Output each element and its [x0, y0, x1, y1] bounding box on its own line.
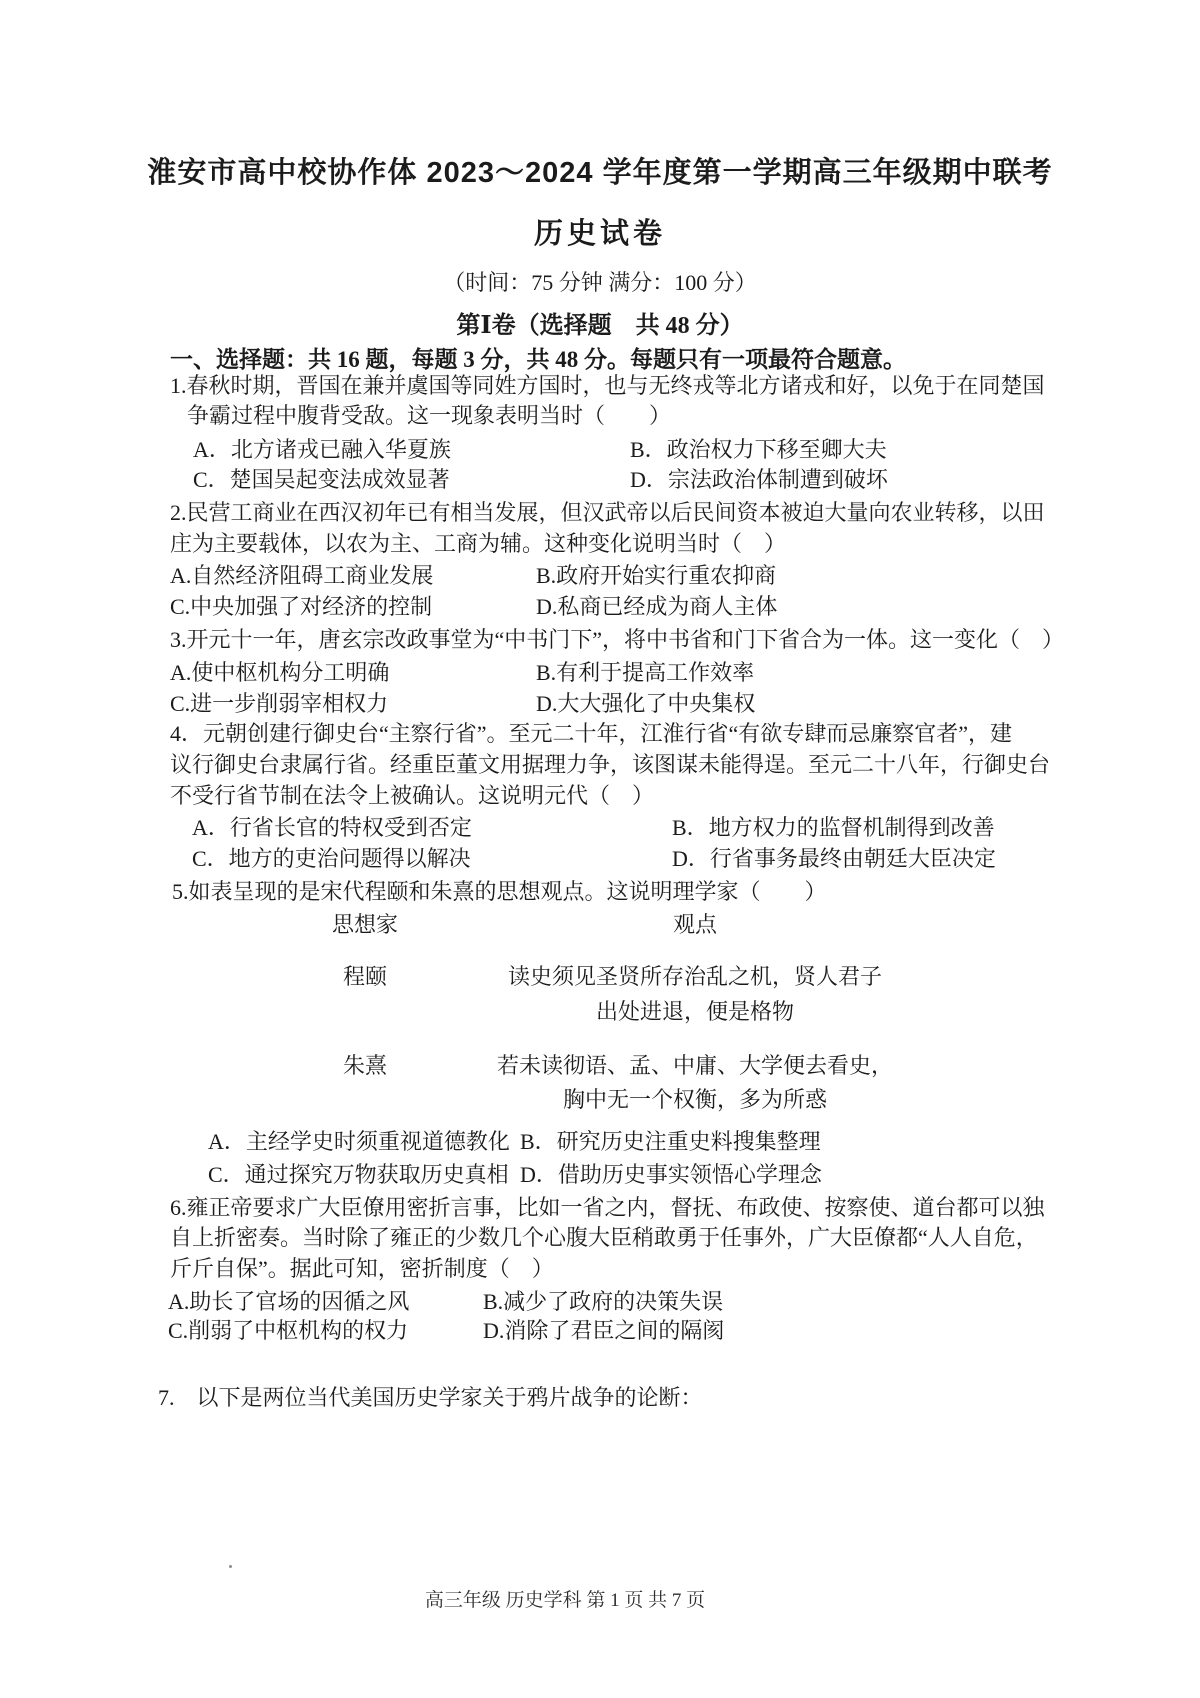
question-1-line-2: 争霸过程中腹背受敌。这一现象表明当时（ ）	[187, 403, 672, 428]
question-6-option-d: D.消除了君臣之间的隔阂	[483, 1318, 725, 1343]
question-1-option-c: C．楚国吴起变法成效显著	[193, 467, 450, 492]
table-header-thinker: 思想家	[331, 912, 398, 937]
question-2-option-a: A.自然经济阻碍工商业发展	[170, 563, 434, 588]
page-footer: 高三年级 历史学科 第 1 页 共 7 页	[424, 1590, 706, 1611]
question-2-option-b: B.政府开始实行重农抑商	[536, 563, 777, 588]
question-3-option-d: D.大大强化了中央集权	[536, 691, 756, 716]
question-6-option-b: B.减少了政府的决策失误	[483, 1289, 724, 1314]
question-5-option-c: C．通过探究万物获取历史真相	[208, 1162, 509, 1187]
question-5-option-b: B．研究历史注重史料搜集整理	[520, 1129, 821, 1154]
question-4-option-b: B．地方权力的监督机制得到改善	[672, 815, 995, 840]
question-4-line-2: 议行御史台隶属行省。经重臣董文用据理力争，该图谋未能得逞。至元二十八年，行御史台	[170, 752, 1051, 777]
table-row-2-thinker: 朱熹	[342, 1053, 387, 1078]
question-6-line-1: 6.雍正帝要求广大臣僚用密折言事，比如一省之内，督抚、布政使、按察使、道台都可以独	[170, 1195, 1045, 1220]
table-row-1-viewpoint-line-2: 出处进退，便是格物	[595, 999, 794, 1024]
question-4-option-a: A．行省长官的特权受到否定	[192, 815, 472, 840]
question-7-line-1: 7. 以下是两位当代美国历史学家关于鸦片战争的论断：	[158, 1385, 703, 1410]
table-row-1-thinker: 程颐	[342, 964, 387, 989]
table-row-2-viewpoint-line-2: 胸中无一个权衡，多为所惑	[562, 1087, 827, 1112]
question-4-line-1: 4．元朝创建行御史台“主察行省”。至元二十年，江淮行省“有欲专肆而忌廉察官者”，建	[170, 721, 1013, 746]
exam-subtitle: 历史试卷	[533, 218, 666, 250]
section-title: 第Ⅰ卷（选择题 共 48 分）	[456, 313, 744, 339]
table-row-2-viewpoint-line-1: 若未读彻语、孟、中庸、大学便去看史，	[496, 1053, 893, 1078]
question-6-option-c: C.削弱了中枢机构的权力	[168, 1318, 409, 1343]
question-5-option-d: D．借助历史事实领悟心学理念	[520, 1162, 822, 1187]
question-2-line-2: 庄为主要载体，以农为主、工商为辅。这种变化说明当时（ ）	[170, 531, 787, 556]
question-5-option-a: A．主经学史时须重视道德教化	[208, 1129, 510, 1154]
question-1-option-b: B．政治权力下移至卿大夫	[630, 437, 887, 462]
question-4-option-d: D．行省事务最终由朝廷大臣决定	[672, 846, 996, 871]
question-6-option-a: A.助长了官场的因循之风	[168, 1289, 410, 1314]
question-4-line-3: 不受行省节制在法令上被确认。这说明元代（ ）	[170, 783, 655, 808]
question-4-option-c: C．地方的吏治问题得以解决	[192, 846, 471, 871]
question-3-option-b: B.有利于提高工作效率	[536, 660, 755, 685]
exam-title: 淮安市高中校协作体 2023～2024 学年度第一学期高三年级期中联考	[147, 157, 1053, 189]
question-2-option-d: D.私商已经成为商人主体	[536, 594, 778, 619]
question-1-option-d: D．宗法政治体制遭到破坏	[630, 467, 888, 492]
table-row-1-viewpoint-line-1: 读史须见圣贤所存治乱之机，贤人君子	[507, 964, 882, 989]
question-1-line-1: 1.春秋时期，晋国在兼并虞国等同姓方国时，也与无终戎等北方诸戎和好，以免于在同楚国	[170, 373, 1045, 398]
question-2-option-c: C.中央加强了对经济的控制	[170, 594, 433, 619]
question-6-line-2: 自上折密奏。当时除了雍正的少数几个心腹大臣稍敢勇于任事外，广大臣僚都“人人自危，	[170, 1225, 1038, 1250]
scan-speck	[229, 1565, 232, 1568]
question-6-line-3: 斤斤自保”。据此可知，密折制度（ ）	[170, 1256, 554, 1281]
table-header-viewpoint: 观点	[672, 912, 717, 937]
question-3-line-1: 3.开元十一年，唐玄宗改政事堂为“中书门下”，将中书省和门下省合为一体。这一变化（ ）	[170, 627, 1065, 652]
question-2-line-1: 2.民营工商业在西汉初年已有相当发展，但汉武帝以后民间资本被迫大量向农业转移，以田	[170, 500, 1045, 525]
section-intro: 一、选择题：共 16 题，每题 3 分，共 48 分。每题只有一项最符合题意。	[170, 347, 906, 372]
question-5-line-1: 5.如表呈现的是宋代程颐和朱熹的思想观点。这说明理学家（ ）	[172, 879, 827, 904]
exam-meta: （时间：75 分钟 满分：100 分）	[443, 270, 757, 295]
question-3-option-a: A.使中枢机构分工明确	[170, 660, 390, 685]
question-3-option-c: C.进一步削弱宰相权力	[170, 691, 389, 716]
question-1-option-a: A．北方诸戎已融入华夏族	[193, 437, 451, 462]
